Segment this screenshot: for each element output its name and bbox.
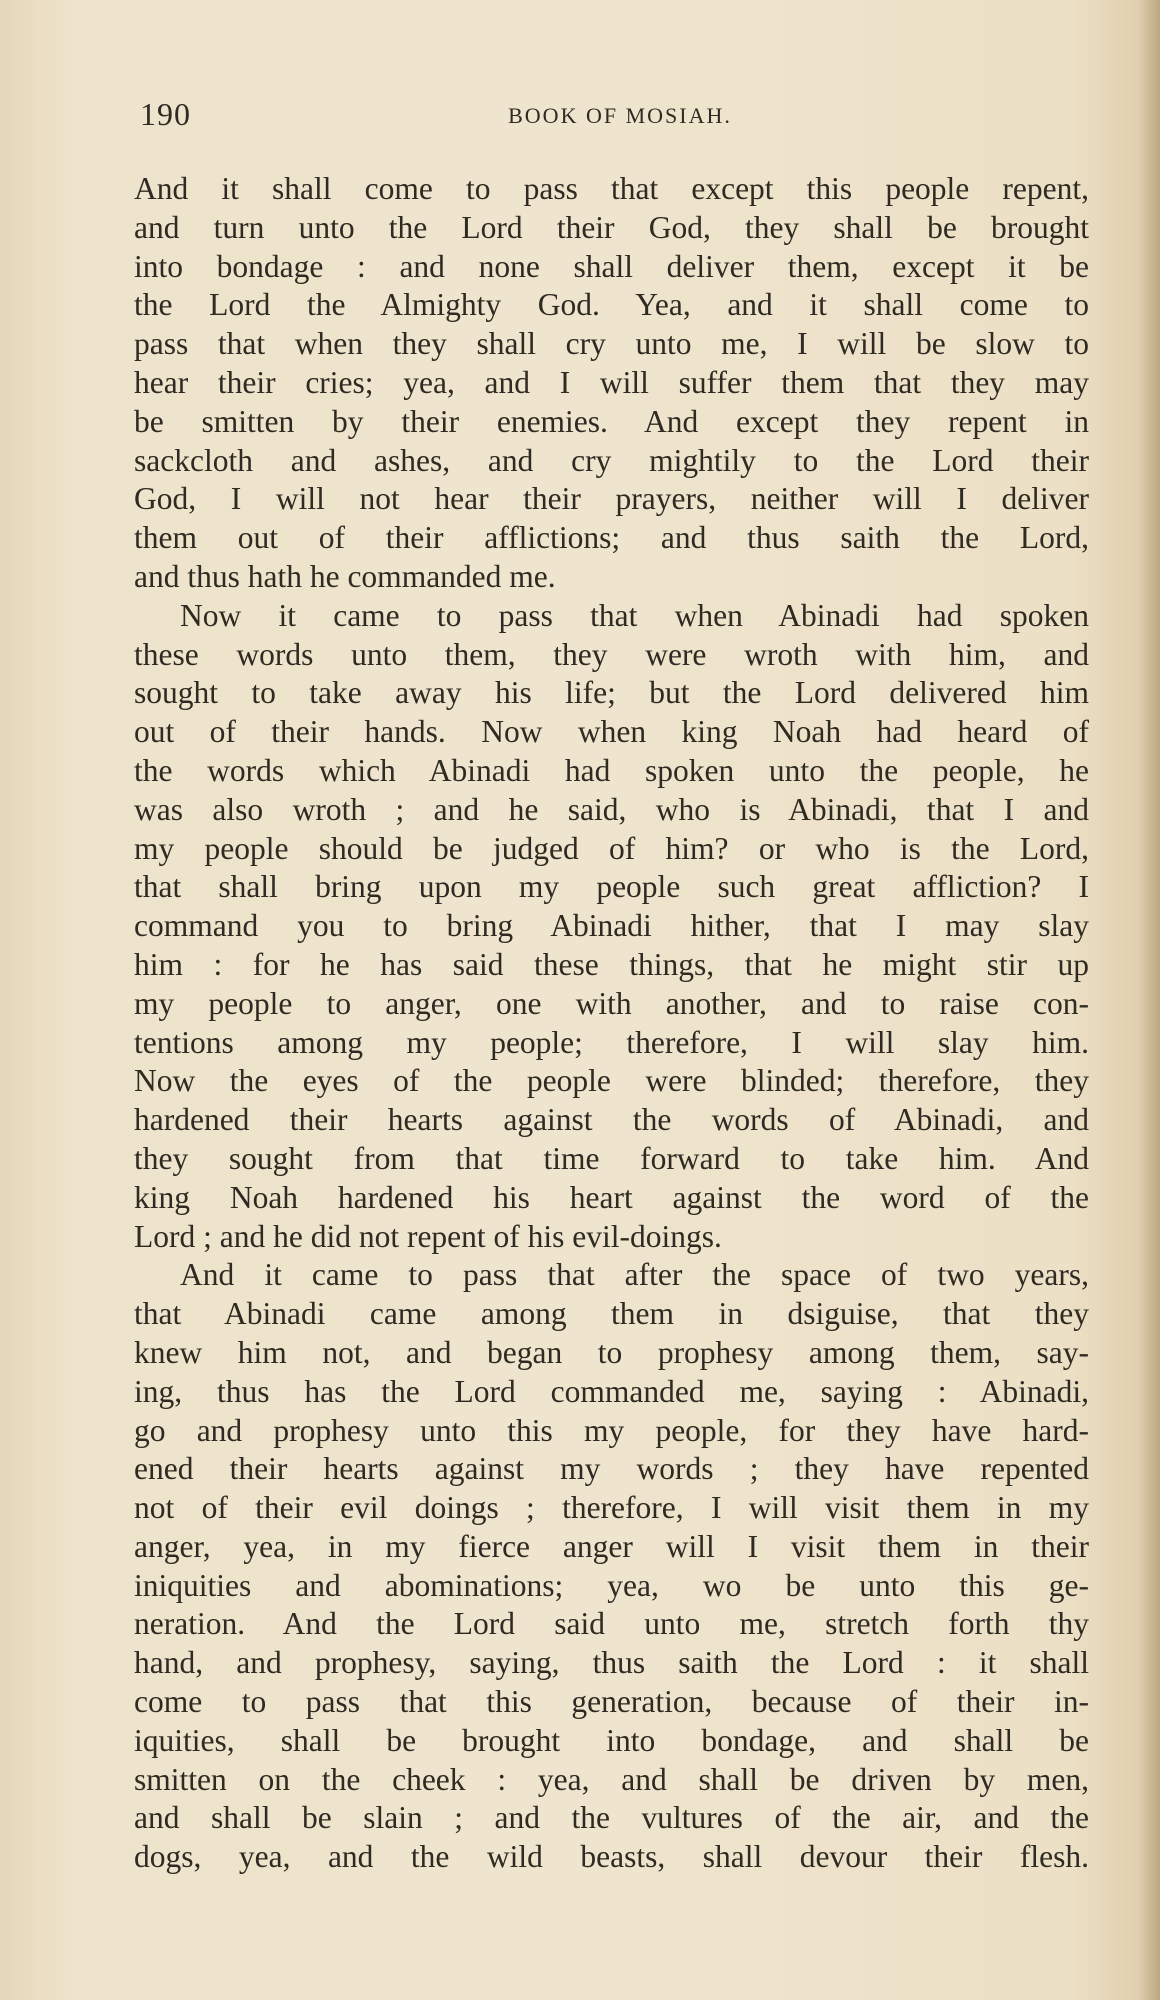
page-header (140, 92, 1100, 136)
text-line: and turn unto the Lord their God, they shall be brought (134, 209, 1089, 245)
text-line: Now it came to pass that when Abinadi had spoken (180, 597, 1089, 633)
text-line: hear their cries; yea, and I will suffer them that they may (134, 364, 1089, 400)
text-line: iquities, shall be brought into bondage, and shall be (134, 1722, 1089, 1758)
text-line: that Abinadi came among them in dsiguise, that they (134, 1296, 1089, 1332)
text-line: they sought from that time forward to take him. And (134, 1140, 1089, 1176)
text-line: ened their hearts against my words ; they have repented (134, 1451, 1089, 1487)
text-line: dogs, yea, and the wild beasts, shall devour their flesh. (134, 1839, 1089, 1875)
text-line: these words unto them, they were wroth with him, and (134, 636, 1089, 672)
text-line: come to pass that this generation, because of their in- (134, 1684, 1089, 1720)
text-line: tentions among my people; therefore, I will slay him. (134, 1024, 1089, 1060)
text-line: Lord ; and he did not repent of his evil-doings. (134, 1218, 722, 1254)
text-line: the Lord the Almighty God. Yea, and it shall come to (134, 287, 1089, 323)
text-line: knew him not, and began to prophesy among them, say- (134, 1334, 1089, 1370)
text-line: anger, yea, in my fierce anger will I visit them in their (134, 1528, 1089, 1564)
text-line: was also wroth ; and he said, who is Abinadi, that I and (134, 791, 1089, 827)
running-title: BOOK OF MOSIAH. (508, 103, 732, 128)
text-line: iniquities and abominations; yea, wo be unto this ge- (134, 1567, 1089, 1603)
text-line: And it shall come to pass that except this people repent, (134, 171, 1089, 206)
text-line: hand, and prophesy, saying, thus saith the Lord : it shall (134, 1645, 1089, 1681)
text-line: into bondage : and none shall deliver them, except it be (134, 248, 1089, 284)
text-line: go and prophesy unto this my people, for they have hard- (134, 1412, 1089, 1448)
text-line: not of their evil doings ; therefore, I will visit them in my (134, 1490, 1089, 1526)
text-line: sought to take away his life; but the Lord delivered him (134, 675, 1089, 711)
text-line: neration. And the Lord said unto me, stretch forth thy (134, 1606, 1089, 1642)
text-line: And it came to pass that after the space of two years, (180, 1257, 1089, 1293)
text-line: them out of their afflictions; and thus saith the Lord, (134, 520, 1089, 556)
text-line: sackcloth and ashes, and cry mightily to the Lord their (134, 442, 1089, 478)
text-line: ing, thus has the Lord commanded me, saying : Abinadi, (134, 1373, 1089, 1409)
text-line: pass that when they shall cry unto me, I will be slow to (134, 326, 1089, 362)
text-line: command you to bring Abinadi hither, that I may slay (134, 908, 1089, 944)
text-line: the words which Abinadi had spoken unto the people, he (134, 752, 1089, 788)
text-line: and thus hath he commanded me. (134, 558, 556, 594)
page-edge-shadow (1138, 0, 1160, 2000)
text-line: Now the eyes of the people were blinded; therefore, they (134, 1063, 1089, 1099)
text-line: my people should be judged of him? or who is the Lord, (134, 830, 1089, 866)
text-line: smitten on the cheek : yea, and shall be driven by men, (134, 1761, 1089, 1797)
text-line: king Noah hardened his heart against the word of the (134, 1179, 1089, 1215)
text-line: God, I will not hear their prayers, neither will I deliver (134, 481, 1089, 517)
text-line: him : for he has said these things, that he might stir up (134, 946, 1089, 982)
text-line: and shall be slain ; and the vultures of the air, and the (134, 1800, 1089, 1836)
text-line: that shall bring upon my people such great affliction? I (134, 869, 1089, 905)
text-line: out of their hands. Now when king Noah had heard of (134, 714, 1089, 750)
body-text (134, 170, 1089, 1877)
text-line: my people to anger, one with another, and to raise con- (134, 985, 1089, 1021)
page-number: 190 (140, 96, 191, 132)
text-line: hardened their hearts against the words of Abinadi, and (134, 1102, 1089, 1138)
text-line: be smitten by their enemies. And except they repent in (134, 403, 1089, 439)
